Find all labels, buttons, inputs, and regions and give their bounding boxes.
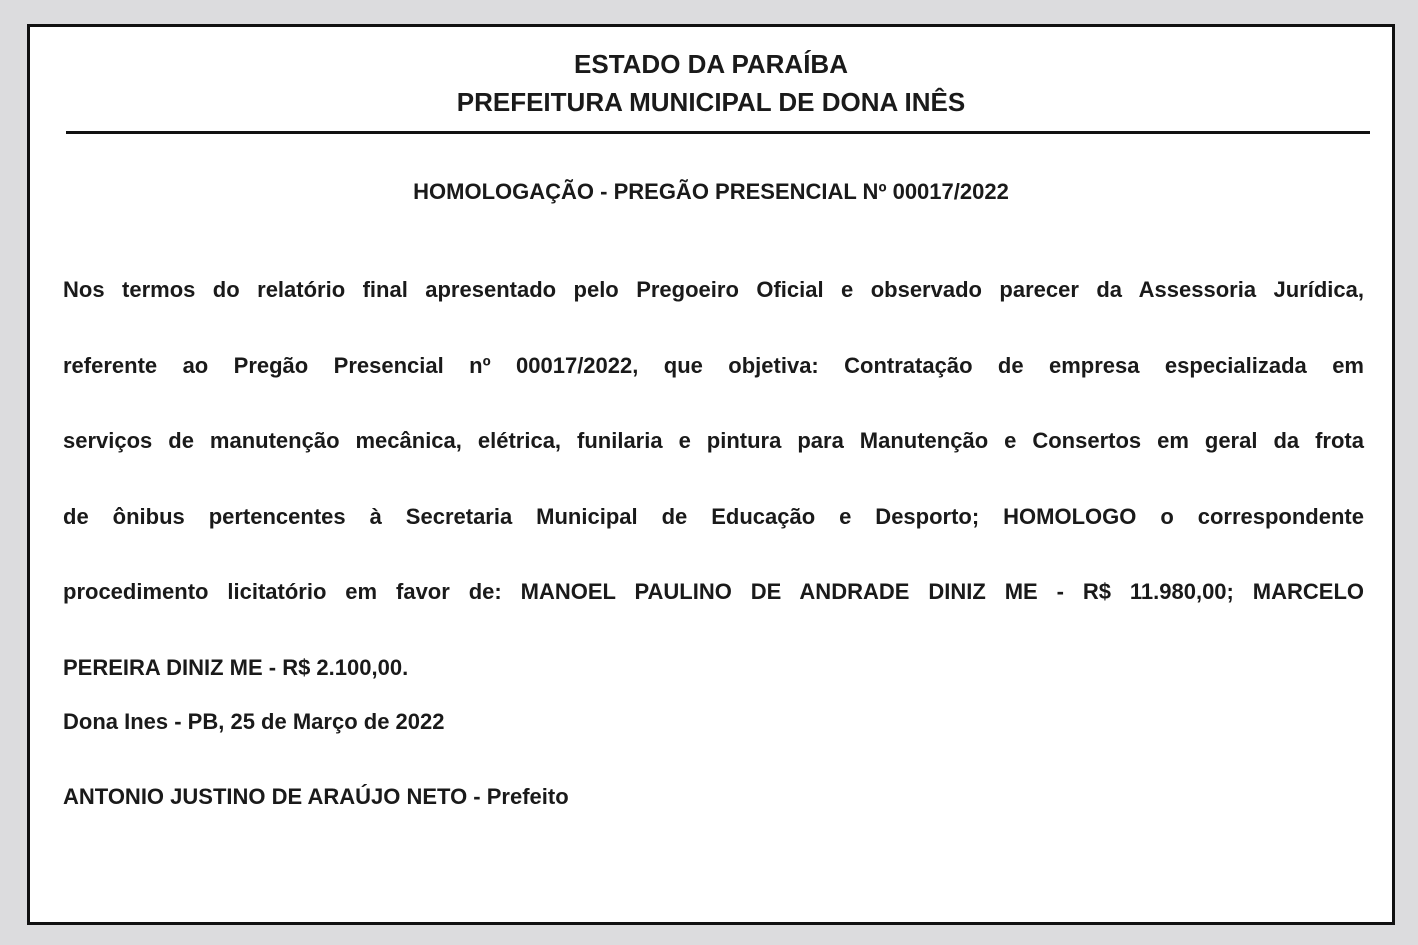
body-line: referente ao Pregão Presencial nº 00017/2022, que objetiva: Contratação de empresa especializada em (63, 352, 1364, 378)
legal-notice (27, 24, 1395, 925)
state-name: ESTADO DA PARAÍBA (574, 49, 848, 79)
place-date: Dona Ines - PB, 25 de Março de 2022 (63, 709, 445, 734)
body-line: de ônibus pertencentes à Secretaria Municipal de Educação e Desporto; HOMOLOGO o correspondente (63, 503, 1364, 529)
header-divider (66, 131, 1370, 134)
signature: ANTONIO JUSTINO DE ARAÚJO NETO - Prefeito (63, 784, 569, 809)
body-line: serviços de manutenção mecânica, elétrica, funilaria e pintura para Manutenção e Consertos em geral da frota (63, 428, 1364, 453)
body-line: procedimento licitatório em favor de: MANOEL PAULINO DE ANDRADE DINIZ ME - R$ 11.980,00; MARCELO (63, 579, 1364, 604)
notice-body (63, 252, 1364, 705)
body-line: PEREIRA DINIZ ME - R$ 2.100,00. (63, 654, 409, 680)
header (30, 45, 1392, 121)
body-line: Nos termos do relatório final apresentado pelo Pregoeiro Oficial e observado parecer da Assessoria Jurídica, (63, 277, 1364, 302)
notice-subject: HOMOLOGAÇÃO - PREGÃO PRESENCIAL Nº 00017/2022 (413, 179, 1009, 204)
municipality-name: PREFEITURA MUNICIPAL DE DONA INÊS (456, 87, 966, 117)
